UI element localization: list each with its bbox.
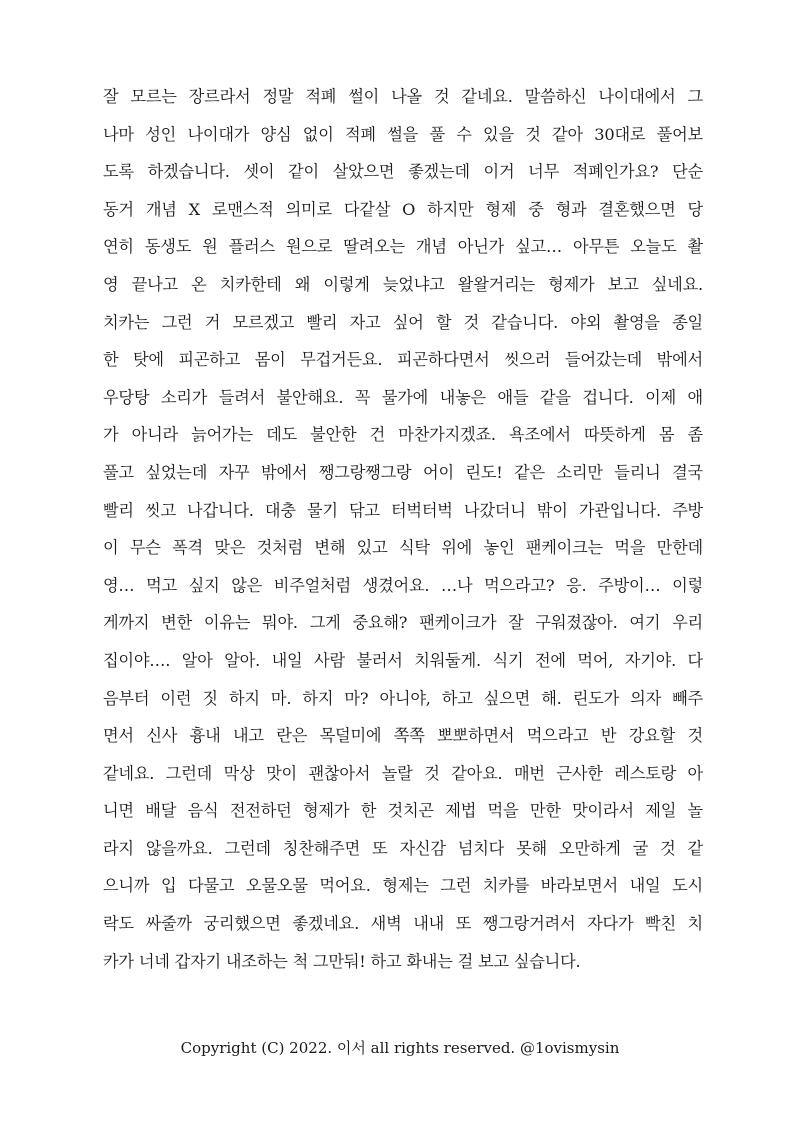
text-line: 가 아니라 늙어가는 데도 불안한 건 마찬가지겠죠. 욕조에서 따뜻하게 몸 좀 xyxy=(103,425,703,445)
text-line: 같네요. 그런데 막상 맛이 괜찮아서 놀랄 것 같아요. 매번 근사한 레스토랑 아 xyxy=(103,763,703,783)
text-line: 풀고 싶었는데 자꾸 밖에서 쨍그랑쨍그랑 어이 린도! 같은 소리만 들리니 결국 xyxy=(103,462,703,482)
text-line: 음부터 이런 짓 하지 마. 하지 마? 아니야, 하고 싶으면 해. 린도가 의자 빼주 xyxy=(103,688,703,708)
text-line: 동거 개념 X 로맨스적 의미로 다같살 O 하지만 형제 중 형과 결혼했으면 당 xyxy=(103,199,703,219)
text-line: 게까지 변한 이유는 뭐야. 그게 중요해? 팬케이크가 잘 구워졌잖아. 여기 우리 xyxy=(103,613,703,633)
text-line: 으니까 입 다물고 오물오물 먹어요. 형제는 그런 치카를 바라보면서 내일 도시 xyxy=(103,876,703,896)
body-text xyxy=(103,78,703,980)
text-line: 연히 동생도 원 플러스 원으로 딸려오는 개념 아닌가 싶고… 아무튼 오늘도 촬 xyxy=(103,237,703,257)
text-line: 한 탓에 피곤하고 몸이 무겁거든요. 피곤하다면서 씻으러 들어갔는데 밖에서 xyxy=(103,350,703,370)
text-line: 잘 모르는 장르라서 정말 적폐 썰이 나올 것 같네요. 말씀하신 나이대에서 그 xyxy=(103,87,703,106)
copyright-notice: Copyright (C) 2022. 이서 all rights reserved. @1ovismysin xyxy=(180,1039,620,1057)
text-line: 영 끝나고 온 치카한테 왜 이렇게 늦었냐고 왈왈거리는 형제가 보고 싶네요. xyxy=(103,274,703,294)
text-line: 우당탕 소리가 들려서 불안해요. 꼭 물가에 내놓은 애들 같을 겁니다. 이제 애 xyxy=(103,387,703,407)
text-line: 라지 않을까요. 그런데 칭찬해주면 또 자신감 넘치다 못해 오만하게 굴 것 같 xyxy=(103,838,703,858)
text-line: 나마 성인 나이대가 양심 없이 적폐 썰을 풀 수 있을 것 같아 30대로 풀어보 xyxy=(103,124,703,144)
text-line-last: 카가 너네 갑자기 내조하는 척 그만둬! 하고 화내는 걸 보고 싶습니다. xyxy=(103,951,581,971)
text-line: 이 무슨 폭격 맞은 것처럼 변해 있고 식탁 위에 놓인 팬케이크는 먹을 만한데 xyxy=(103,538,703,558)
text-line: 치카는 그런 거 모르겠고 빨리 자고 싶어 할 것 같습니다. 야외 촬영을 종일 xyxy=(103,312,703,332)
text-line: 도록 하겠습니다. 셋이 같이 살았으면 좋겠는데 이거 너무 적폐인가요? 단순 xyxy=(103,162,703,182)
text-line: 락도 싸줄까 궁리했으면 좋겠네요. 새벽 내내 또 쨍그랑거려서 자다가 빡친 치 xyxy=(103,914,703,934)
text-line: 니면 배달 음식 전전하던 형제가 한 것치곤 제법 먹을 만한 맛이라서 제일 놀 xyxy=(103,801,703,821)
text-line: 빨리 씻고 나갑니다. 대충 물기 닦고 터벅터벅 나갔더니 밖이 가관입니다. 주방 xyxy=(103,500,703,520)
text-line: 집이야…. 알아 알아. 내일 사람 불러서 치워둘게. 식기 전에 먹어, 자기야. 다 xyxy=(103,650,703,670)
text-line: 면서 신사 흉내 내고 란은 목덜미에 쪽쪽 뽀뽀하면서 먹으라고 반 강요할 것 xyxy=(103,726,703,746)
text-line: 영… 먹고 싶지 않은 비주얼처럼 생겼어요. …나 먹으라고? 응. 주방이… 이렇 xyxy=(103,575,703,595)
